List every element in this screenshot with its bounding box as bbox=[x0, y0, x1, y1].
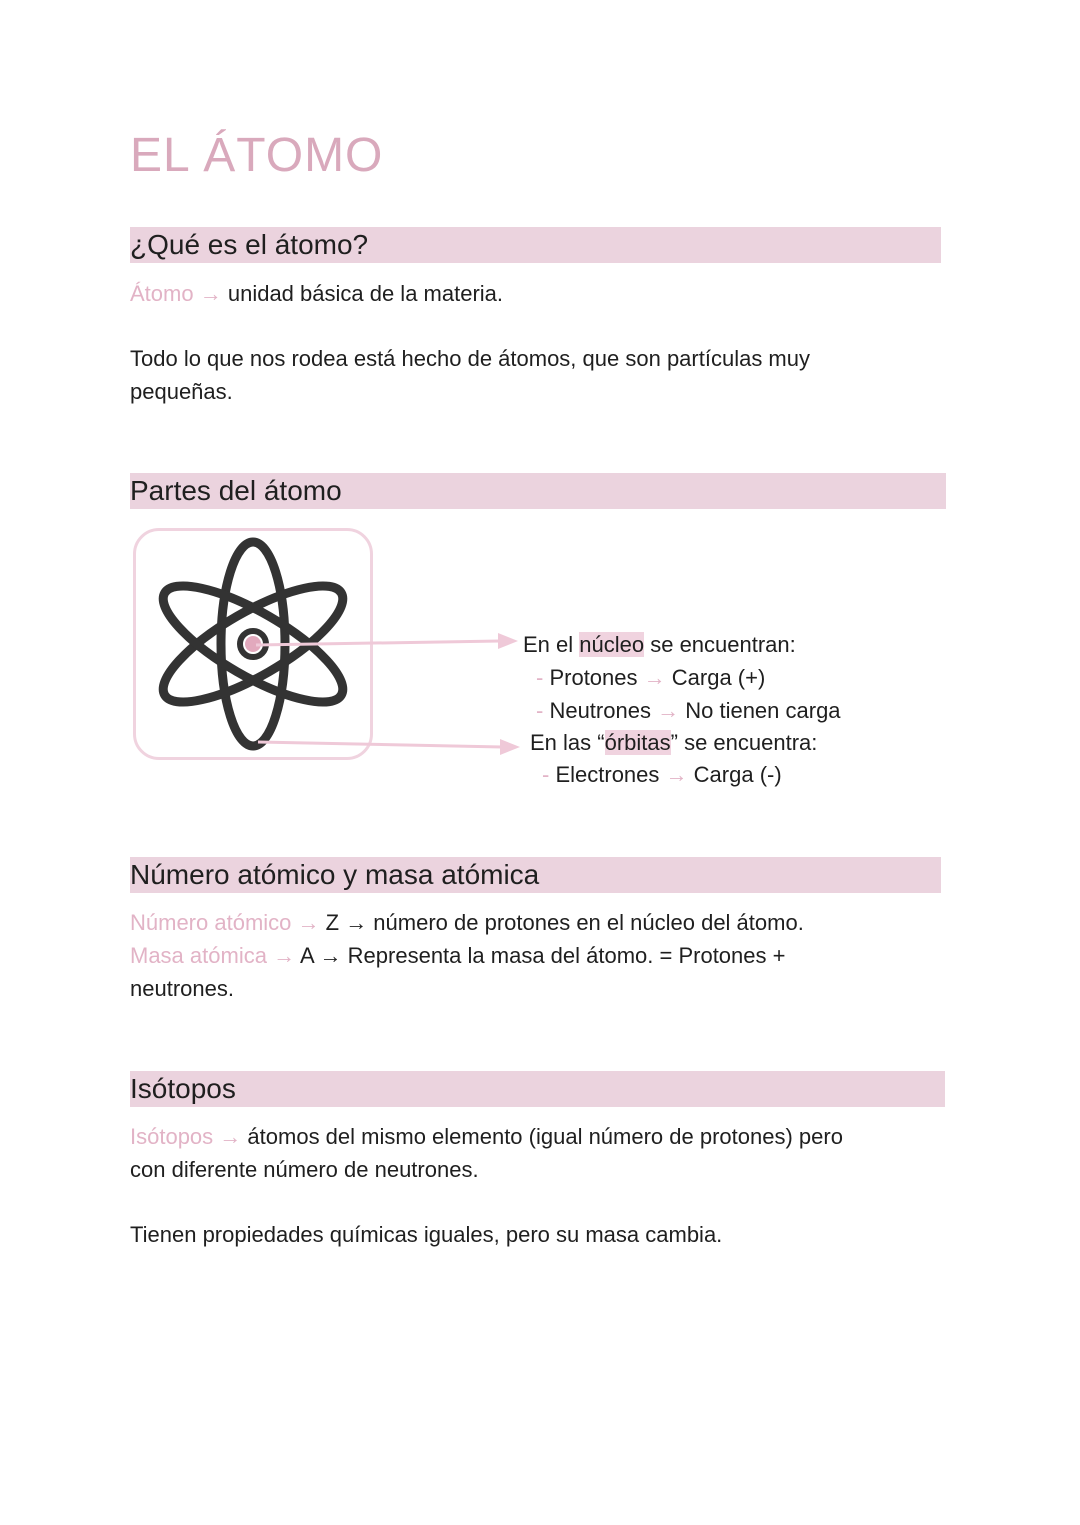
definition-term: Número atómico bbox=[130, 910, 292, 935]
definition-masa-atomica bbox=[130, 939, 785, 972]
arrow-to-nucleus-line bbox=[256, 641, 500, 645]
section-header-numero bbox=[130, 857, 941, 893]
section-header-label: Número atómico y masa atómica bbox=[130, 859, 540, 890]
paragraph-line: Todo lo que nos rodea está hecho de átomos, que son partículas muy bbox=[130, 346, 810, 371]
section-header-label: ¿Qué es el átomo? bbox=[130, 229, 369, 260]
list-item-protones bbox=[536, 661, 765, 694]
definition-term: Átomo bbox=[130, 281, 194, 306]
paragraph-line: pequeñas. bbox=[130, 379, 233, 404]
orbits-pre: En las “ bbox=[530, 730, 605, 755]
arrow-icon: → bbox=[657, 698, 680, 723]
arrow-icon: → bbox=[297, 910, 320, 935]
definition-isotopos bbox=[130, 1120, 843, 1153]
definition-term: Isótopos bbox=[130, 1124, 214, 1149]
arrow-to-orbits-line bbox=[258, 742, 502, 747]
arrow-icon: → bbox=[273, 943, 296, 968]
nucleus-highlight: núcleo bbox=[579, 632, 645, 657]
particle-charge: No tienen carga bbox=[685, 698, 841, 723]
definition-numero-atomico bbox=[130, 906, 804, 939]
section-header-label: Isótopos bbox=[130, 1073, 236, 1104]
definition-text: átomos del mismo elemento (igual número de protones) pero bbox=[247, 1124, 843, 1149]
arrow-icon: → bbox=[199, 281, 222, 306]
particle-charge: Carga (-) bbox=[693, 762, 782, 787]
dash-icon: - bbox=[536, 698, 544, 723]
arrow-to-nucleus-head bbox=[498, 633, 518, 649]
particle-name: Electrones bbox=[555, 762, 660, 787]
section-header-isotopos bbox=[130, 1071, 945, 1107]
dash-icon: - bbox=[536, 665, 544, 690]
list-item-neutrones bbox=[536, 694, 841, 727]
particle-name: Protones bbox=[549, 665, 638, 690]
orbits-heading bbox=[530, 726, 817, 759]
particle-name: Neutrones bbox=[549, 698, 651, 723]
definition-isotopos-continued: con diferente número de neutrones. bbox=[130, 1157, 479, 1182]
paragraph-line: Tienen propiedades químicas iguales, pero su masa cambia. bbox=[130, 1222, 723, 1247]
definition-text: Z → número de protones en el núcleo del átomo. bbox=[325, 910, 804, 935]
dash-icon: - bbox=[542, 762, 550, 787]
arrow-icon: → bbox=[665, 762, 688, 787]
definition-term: Masa atómica bbox=[130, 943, 267, 968]
arrow-to-orbits-head bbox=[500, 739, 520, 755]
nucleus-heading bbox=[523, 628, 796, 661]
nucleus-post: se encuentran: bbox=[644, 632, 796, 657]
definition-masa-continued: neutrones. bbox=[130, 976, 234, 1001]
orbits-highlight: órbitas bbox=[604, 730, 671, 755]
page-title: EL ÁTOMO bbox=[130, 129, 384, 182]
particle-charge: Carga (+) bbox=[671, 665, 766, 690]
nucleus-pre: En el bbox=[523, 632, 580, 657]
arrow-icon: → bbox=[219, 1124, 242, 1149]
definition-text: unidad básica de la materia. bbox=[227, 281, 504, 306]
section-header-label: Partes del átomo bbox=[130, 475, 342, 506]
orbits-post: ” se encuentra: bbox=[670, 730, 818, 755]
arrow-icon: → bbox=[643, 665, 666, 690]
definition-text: A → Representa la masa del átomo. = Protones + bbox=[299, 943, 786, 968]
list-item-electrones bbox=[542, 758, 782, 791]
